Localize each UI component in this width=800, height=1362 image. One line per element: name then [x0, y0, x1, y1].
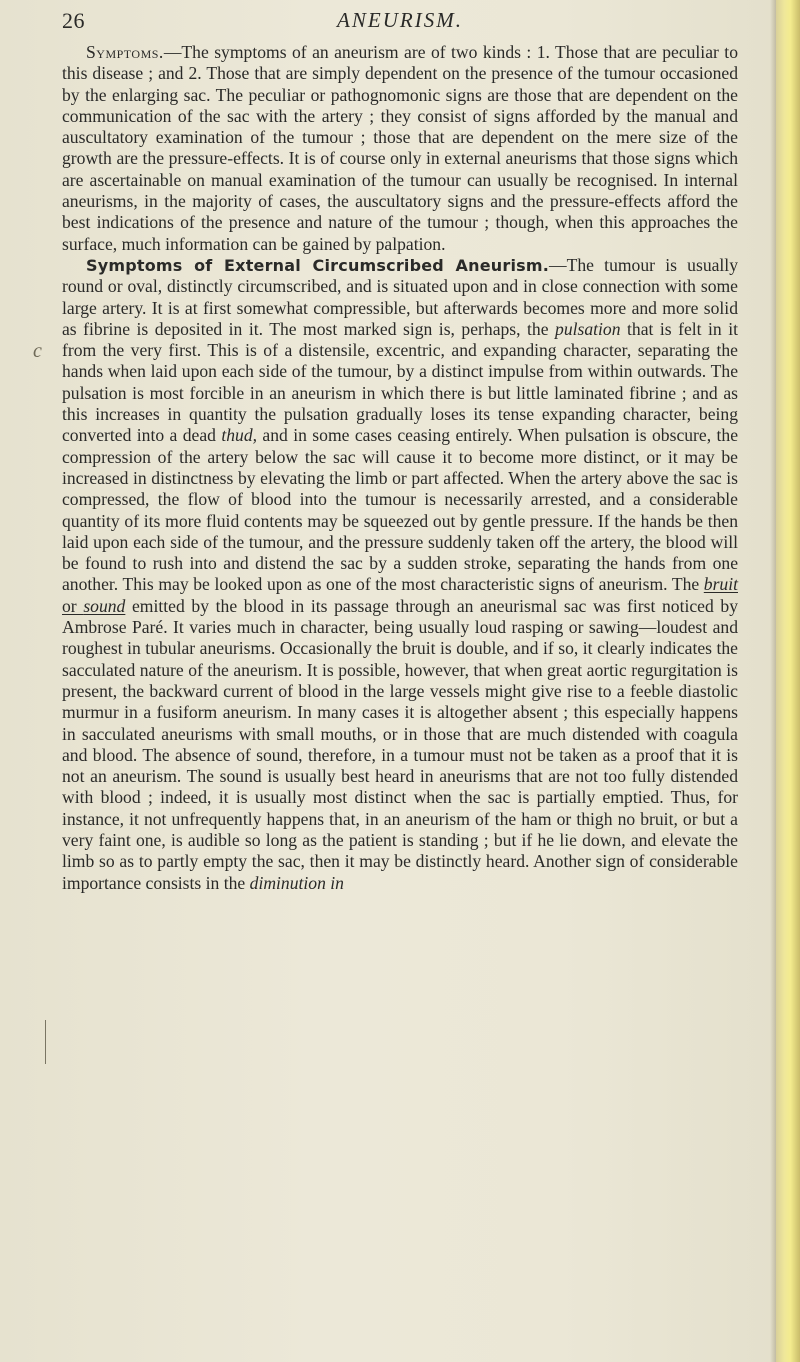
paragraph-text: emitted by the blood in its passage through an aneurismal sac was first noticed by Ambrose Paré. It varies much in character, being usually loud rasping or sawing—loudest and roughest in tubular aneurisms. Occasionally the bruit is double, and if so, it clearly indicates the sacculated nature of the aneurism. It is possible, however, that when great aortic regurgitation is present, the backward current of blood in the large vessels might give rise to a feeble diastolic murmur in a fusiform aneurism. In many cases it is altogether absent ; this especially happens in sacculated aneurisms with small mouths, or in those that are much distended with coagula and blood. The absence of sound, therefore, in a tumour must not be taken as a proof that it is not an aneurism. The sound is usually best heard in aneurisms that are not too fully distended with blood ; indeed, it is usually most distinct when the sac is partially emptied. Thus, for instance, it not unfrequently happens that, in an aneurism of the ham or thigh no bruit, or but a very faint one, is audible so long as the patient is standing ; but if he lie down, and elevate the limb so as to partly empty the sac, then it may be distinctly heard. Another sign of considerable importance consists in the — [62, 595, 739, 893]
page-number: 26 — [62, 8, 85, 33]
emphasis-diminution: diminution in — [249, 872, 344, 893]
paragraph-external-aneurism — [62, 255, 738, 894]
paragraph-text: or — [62, 595, 84, 616]
section-lead: Symptoms. — [86, 42, 164, 62]
running-head: ANEURISM. — [337, 8, 463, 32]
paragraph-text: —The symptoms of an aneurism are of two kinds : 1. Those that are peculiar to this disease ; and 2. Those that are simply dependent on the presence of the tumour occasioned by the enlarging sac. The peculiar or pathognomonic signs are those that are dependent on the communication of the sac with the artery ; they consist of signs afforded by the manual and auscultatory examination of the tumour ; those that are dependent on the mere size of the growth are the pressure-effects. It is of course only in external aneurisms that those signs which are ascertainable on manual examination of the tumour can usually be recognised. In internal aneurisms, in the majority of cases, the auscultatory signs and the pressure-effects afford the best indications of the presence and nature of the tumour ; though, when this approaches the surface, much information can be gained by palpation. — [62, 42, 738, 254]
body-text — [62, 42, 738, 894]
paragraph-text: and in some cases ceasing entirely. When pulsation is obscure, the compression of the artery below the sac will cause it to become more distinct, or it may be increased in distinctness by elevating the limb or part affected. When the artery above the sac is compressed, the flow of blood into the tumour is necessarily arrested, and a considerable quantity of its more fluid contents may be squeezed out by gentle pressure. If the hands be then laid upon each side of the tumour, and the pressure suddenly taken off the artery, the blood will be found to rush into and distend the sac by a sudden stroke, separating the hands from one another. This may be looked upon as one of the most characteristic signs of aneurism. The — [62, 425, 738, 595]
margin-pencil-line — [45, 1020, 46, 1064]
emphasis-thud: thud, — [221, 425, 258, 446]
page-edge-strip — [776, 0, 800, 1362]
margin-pencil-mark: c — [33, 340, 42, 362]
paragraph-text: that is felt in it from the very first. This is of a distensile, excentric, and expanding character, separating the hands when laid upon each side of the tumour, by a distinct impulse from within outwards. The pulsation is most forcible in an aneurism in which there is but little laminated fibrine ; and as this increases in quantity the pulsation gradually loses its tense expanding character, being converted into a dead — [62, 318, 738, 446]
emphasis-pulsation: pulsation — [555, 318, 621, 339]
emphasis-bruit: bruit — [703, 574, 738, 595]
section-heading: Symptoms of External Circumscribed Aneurism. — [86, 255, 550, 275]
paragraph-symptoms — [62, 42, 738, 255]
paragraph-text: —The tumour is usually round or oval, distinctly circumscribed, and is situated upon and in close connection with some large artery. It is at first somewhat compressible, but afterwards becomes more and more solid as fibrine is deposited in it. The most marked sign is, perhaps, the — [62, 254, 738, 339]
emphasis-sound: sound — [83, 595, 126, 616]
page-header — [62, 8, 738, 38]
